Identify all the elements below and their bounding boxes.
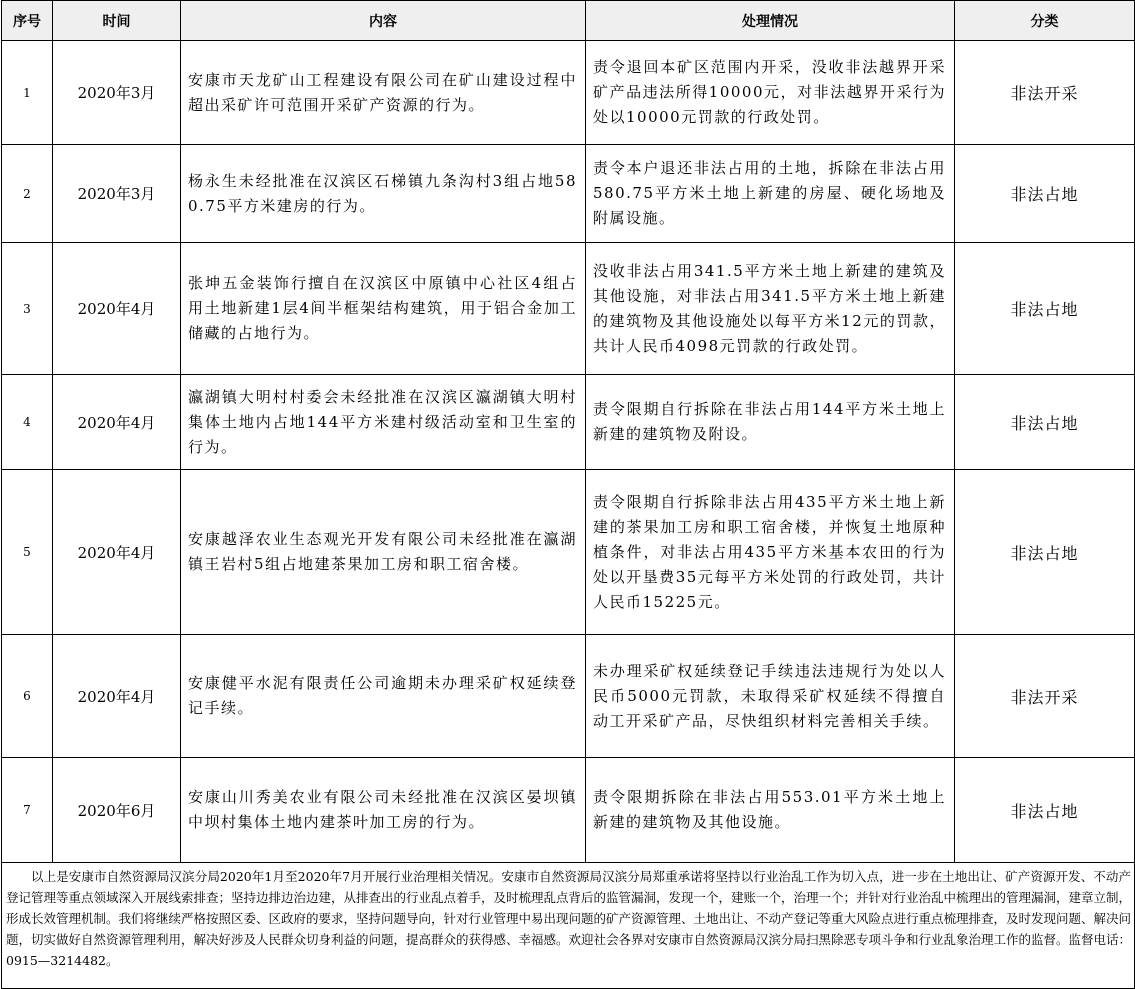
row-num: 3 xyxy=(2,243,53,375)
header-num: 序号 xyxy=(2,1,53,41)
row-handling: 未办理采矿权延续登记手续违法违规行为处以人民币5000元罚款，未取得采矿权延续不得擅自动工开采矿产品，尽快组织材料完善相关手续。 xyxy=(586,635,955,758)
row-content: 安康健平水泥有限责任公司逾期未办理采矿权延续登记手续。 xyxy=(181,635,586,758)
row-category: 非法开采 xyxy=(955,41,1135,145)
row-handling: 没收非法占用341.5平方米土地上新建的建筑及其他设施，对非法占用341.5平方米土地上新建的建筑物及其他设施处以每平方米12元的罚款，共计人民币4098元罚款的行政处罚。 xyxy=(586,243,955,375)
row-handling: 责令限期自行拆除非法占用435平方米土地上新建的茶果加工房和职工宿舍楼，并恢复土地原种植条件，对非法占用435平方米基本农田的行为处以开垦费35元每平方米处罚的行政处罚，共计人民币15225元。 xyxy=(586,470,955,635)
row-category: 非法占地 xyxy=(955,145,1135,243)
row-time: 2020年4月 xyxy=(53,375,181,470)
header-content: 内容 xyxy=(181,1,586,41)
row-handling: 责令退回本矿区范围内开采，没收非法越界开采矿产品违法所得10000元，对非法越界开采行为处以10000元罚款的行政处罚。 xyxy=(586,41,955,145)
row-category: 非法占地 xyxy=(955,375,1135,470)
document-page xyxy=(1,0,1134,968)
footer-statement: 以上是安康市自然资源局汉滨分局2020年1月至2020年7月开展行业治理相关情况。安康市自然资源局汉滨分局郑重承诺将坚持以行业治乱工作为切入点，进一步在土地出让、矿产资源开发、不动产登记管理等重点领域深入开展线索排查；坚持边排边治边建，从排查出的行业乱点着手，及时梳理乱点背后的监管漏洞，发现一个，建账一个，治理一个；并针对行业治乱中梳理出的管理漏洞，建章立制，形成长效管理机制。我们将继续严格按照区委、区政府的要求，坚持问题导向，针对行业管理中易出现问题的矿产资源管理、土地出让、不动产登记等重大风险点进行重点梳理排查，及时发现问题、解决问题，切实做好自然资源管理利用，解决好涉及人民群众切身利益的问题，提高群众的获得感、幸福感。欢迎社会各界对安康市自然资源局汉滨分局扫黑除恶专项斗争和行业乱象治理工作的监督。监督电话：0915—3214482。 xyxy=(2,863,1135,989)
header-row xyxy=(2,1,1135,41)
row-time: 2020年3月 xyxy=(53,145,181,243)
row-num: 2 xyxy=(2,145,53,243)
table-row xyxy=(2,635,1135,758)
row-content: 瀛湖镇大明村村委会未经批准在汉滨区瀛湖镇大明村集体土地内占地144平方米建村级活动室和卫生室的行为。 xyxy=(181,375,586,470)
row-time: 2020年4月 xyxy=(53,470,181,635)
header-category: 分类 xyxy=(955,1,1135,41)
row-num: 6 xyxy=(2,635,53,758)
row-category: 非法占地 xyxy=(955,758,1135,863)
row-category: 非法开采 xyxy=(955,635,1135,758)
row-num: 5 xyxy=(2,470,53,635)
row-content: 张坤五金装饰行擅自在汉滨区中原镇中心社区4组占用土地新建1层4间半框架结构建筑，用于铝合金加工储藏的占地行为。 xyxy=(181,243,586,375)
table-row xyxy=(2,243,1135,375)
row-handling: 责令本户退还非法占用的土地，拆除在非法占用580.75平方米土地上新建的房屋、硬化场地及附属设施。 xyxy=(586,145,955,243)
row-time: 2020年4月 xyxy=(53,635,181,758)
footer-row xyxy=(2,863,1135,989)
table-row xyxy=(2,375,1135,470)
table-row xyxy=(2,470,1135,635)
row-num: 7 xyxy=(2,758,53,863)
row-content: 杨永生未经批准在汉滨区石梯镇九条沟村3组占地580.75平方米建房的行为。 xyxy=(181,145,586,243)
governance-table xyxy=(1,0,1135,989)
row-category: 非法占地 xyxy=(955,243,1135,375)
row-handling: 责令限期自行拆除在非法占用144平方米土地上新建的建筑物及附设。 xyxy=(586,375,955,470)
row-content: 安康越泽农业生态观光开发有限公司未经批准在瀛湖镇王岩村5组占地建茶果加工房和职工宿舍楼。 xyxy=(181,470,586,635)
row-num: 1 xyxy=(2,41,53,145)
row-handling: 责令限期拆除在非法占用553.01平方米土地上新建的建筑物及其他设施。 xyxy=(586,758,955,863)
row-content: 安康市天龙矿山工程建设有限公司在矿山建设过程中超出采矿许可范围开采矿产资源的行为。 xyxy=(181,41,586,145)
table-row xyxy=(2,145,1135,243)
row-time: 2020年6月 xyxy=(53,758,181,863)
table-row xyxy=(2,41,1135,145)
table-row xyxy=(2,758,1135,863)
header-handling: 处理情况 xyxy=(586,1,955,41)
row-time: 2020年4月 xyxy=(53,243,181,375)
row-num: 4 xyxy=(2,375,53,470)
row-category: 非法占地 xyxy=(955,470,1135,635)
header-time: 时间 xyxy=(53,1,181,41)
row-content: 安康山川秀美农业有限公司未经批准在汉滨区晏坝镇中坝村集体土地内建茶叶加工房的行为。 xyxy=(181,758,586,863)
row-time: 2020年3月 xyxy=(53,41,181,145)
